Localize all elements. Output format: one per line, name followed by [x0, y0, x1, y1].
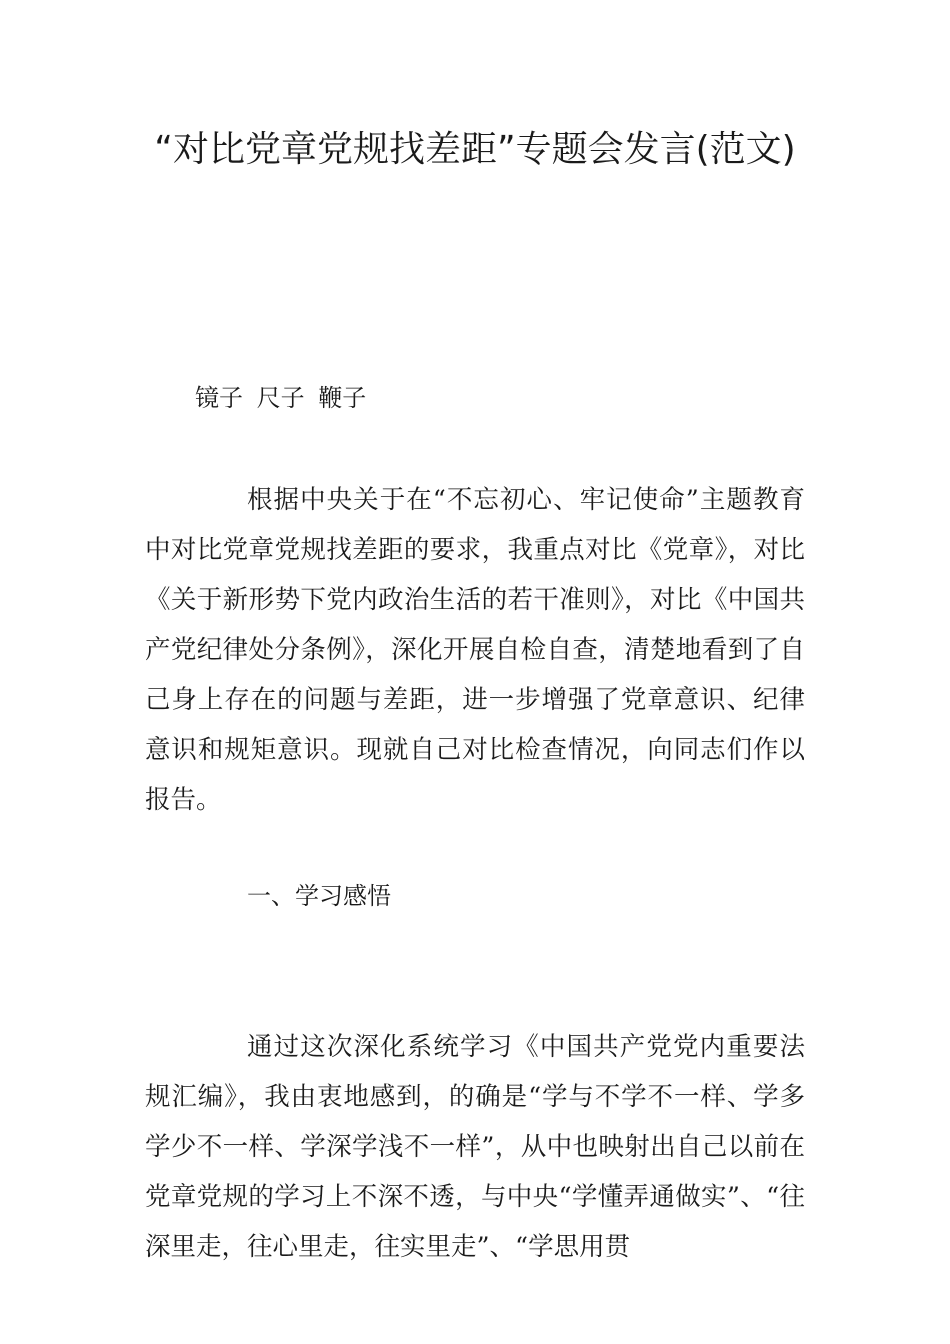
document-subtitle: 镜子 尺子 鞭子: [195, 384, 367, 412]
body-paragraph: 通过这次深化系统学习《中国共产党党内重要法规汇编》，我由衷地感到，的确是“学与不学不一样、学多学少不一样、学深学浅不一样”，从中也映射出自己以前在党章党规的学习上不深不透，与中央“学懂弄通做实”、“往深里走，往心里走，往实里走”、“学思用贯: [145, 1032, 805, 1262]
section-heading: 一、学习感悟: [247, 882, 391, 910]
intro-paragraph: 根据中央关于在“不忘初心、牢记使命”主题教育中对比党章党规找差距的要求，我重点对比《党章》，对比《关于新形势下党内政治生活的若干准则》，对比《中国共产党纪律处分条例》，深化开展自检自查，清楚地看到了自己身上存在的问题与差距，进一步增强了党章意识、纪律意识和规矩意识。现就自己对比检查情况，向同志们作以报告。: [145, 485, 805, 815]
document-title: “对比党章党规找差距”专题会发言(范文): [154, 129, 796, 170]
